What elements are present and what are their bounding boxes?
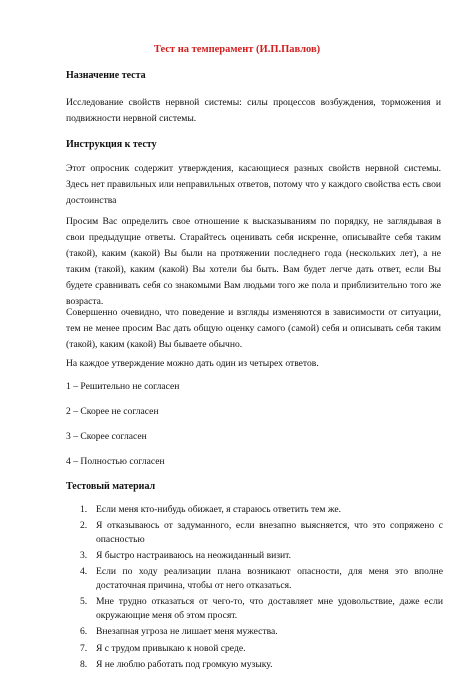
item-text: Я с трудом привыкаю к новой среде.	[96, 642, 246, 654]
test-items-list	[66, 503, 443, 674]
list-item	[66, 503, 443, 517]
item-text: Я не люблю работать под громкую музыку.	[96, 658, 273, 670]
instruction-paragraph-2: Просим Вас определить свое отношение к высказываниям по порядку, не заглядывая в свои предыдущие ответы. Старайтесь оценивать себя искренне, описывайте себя таким (такой), каким (какой) Вы были на протяжении последнего года (нескольких лет), а не таким (такой), каким (какой) Вы хотели бы быть. Вам будет легче дать ответ, если Вы будете сравнивать себя со знакомыми Вам людьми того же пола и приблизительно того же возраста.	[66, 216, 441, 307]
list-item	[66, 642, 443, 656]
answer-option-4: 4 – Полностью согласен	[66, 456, 165, 467]
instruction-paragraph-1: Этот опросник содержит утверждения, касающиеся разных свойств нервной системы. Здесь нет правильных или неправильных ответов, потому что у каждого свойства есть свои достоинства	[66, 163, 441, 206]
item-number: 4.	[80, 566, 88, 578]
item-number: 5.	[80, 596, 88, 608]
list-item	[66, 565, 443, 593]
item-text: Если меня кто-нибудь обижает, я стараюсь ответить тем же.	[96, 504, 342, 515]
purpose-text: Исследование свойств нервной системы: силы процессов возбуждения, торможения и подвижности нервной системы.	[66, 97, 441, 124]
list-item	[66, 625, 443, 639]
item-number: 2.	[80, 520, 88, 532]
item-number: 3.	[80, 550, 88, 562]
list-item	[66, 519, 443, 547]
item-text: Если по ходу реализации плана возникают опасности, для меня это вполне достаточная причина, чтобы от него отказаться.	[96, 566, 443, 592]
item-number: 6.	[80, 626, 88, 638]
list-item	[66, 658, 443, 672]
list-item	[66, 595, 443, 623]
page-title: Тест на темперамент (И.П.Павлов)	[153, 44, 321, 55]
instruction-paragraph-3: Совершенно очевидно, что поведение и взгляды изменяются в зависимости от ситуации, тем не менее просим Вас дать общую оценку самого (самой) себя и описывать себя таким (такой), каким (какой) Вы бываете обычно.	[66, 307, 441, 350]
material-heading: Тестовый материал	[66, 481, 156, 492]
item-text: Внезапная угроза не лишает меня мужества.	[96, 626, 278, 638]
instruction-paragraph-4: На каждое утверждение можно дать один из четырех ответов.	[66, 358, 319, 369]
item-text: Я быстро настраиваюсь на неожиданный визит.	[96, 550, 292, 562]
answer-option-2: 2 – Скорее не согласен	[66, 406, 159, 417]
item-number: 8.	[80, 658, 88, 670]
item-text: Я отказываюсь от задуманного, если внезапно выясняется, что это сопряжено с опасностью	[96, 520, 443, 545]
instruction-heading: Инструкция к тесту	[66, 139, 157, 150]
item-number: 1.	[80, 504, 88, 515]
item-number: 7.	[80, 642, 88, 654]
answer-option-1: 1 – Решительно не согласен	[66, 381, 180, 392]
item-text: Мне трудно отказаться от чего-то, что доставляет мне удовольствие, даже если окружающие меня об этом просят.	[96, 596, 443, 622]
answer-option-3: 3 – Скорее согласен	[66, 431, 147, 442]
list-item	[66, 549, 443, 563]
purpose-heading: Назначение теста	[66, 70, 146, 81]
